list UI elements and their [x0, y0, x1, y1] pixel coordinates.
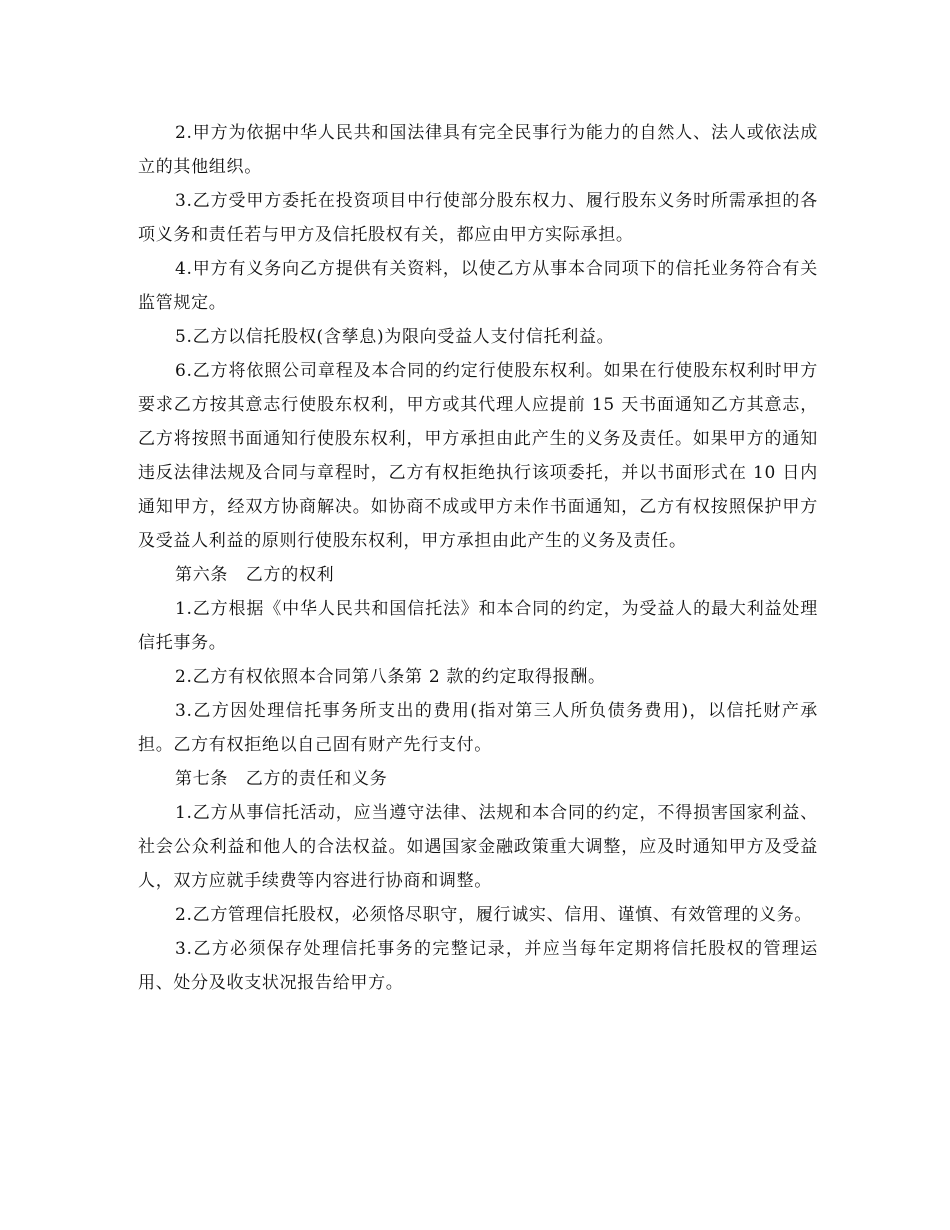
paragraph-clause-2: 2.甲方为依据中华人民共和国法律具有完全民事行为能力的自然人、法人或依法成立的其他组织。 — [138, 123, 818, 177]
section-heading-article-7: 第七条 乙方的责任和义务 — [175, 769, 388, 789]
section-heading-article-6: 第六条 乙方的权利 — [175, 565, 335, 585]
paragraph-clause-6: 6.乙方将依照公司章程及本合同的约定行使股东权利。如果在行使股东权利时甲方要求乙方按其意志行使股东权利，甲方或其代理人应提前 15 天书面通知乙方其意志，乙方将按照书面通知行使股东权利，甲方承担由此产生的义务及责任。如果甲方的通知违反法律法规及合同与章程时，乙方有权拒绝执行该项委托，并以书面形式在 10 日内通知甲方，经双方协商解决。如协商不成或甲方未作书面通知，乙方有权按照保护甲方及受益人利益的原则行使股东权利，甲方承担由此产生的义务及责任。 — [138, 361, 818, 551]
paragraph-article-6-clause-1: 1.乙方根据《中华人民共和国信托法》和本合同的约定，为受益人的最大利益处理信托事务。 — [138, 599, 818, 653]
paragraph-article-7-clause-3: 3.乙方必须保存处理信托事务的完整记录，并应当每年定期将信托股权的管理运用、处分及收支状况报告给甲方。 — [138, 939, 818, 993]
document-page — [138, 116, 818, 1000]
paragraph-clause-5: 5.乙方以信托股权(含孳息)为限向受益人支付信托利益。 — [175, 327, 615, 347]
paragraph-article-6-clause-3: 3.乙方因处理信托事务所支出的费用(指对第三人所负债务费用)，以信托财产承担。乙方有权拒绝以自己固有财产先行支付。 — [138, 701, 818, 755]
paragraph-article-7-clause-2: 2.乙方管理信托股权，必须恪尽职守，履行诚实、信用、谨慎、有效管理的义务。 — [175, 905, 813, 925]
paragraph-clause-3: 3.乙方受甲方委托在投资项目中行使部分股东权力、履行股东义务时所需承担的各项义务和责任若与甲方及信托股权有关，都应由甲方实际承担。 — [138, 191, 818, 245]
paragraph-clause-4: 4.甲方有义务向乙方提供有关资料，以使乙方从事本合同项下的信托业务符合有关监管规定。 — [138, 259, 818, 313]
paragraph-article-7-clause-1: 1.乙方从事信托活动，应当遵守法律、法规和本合同的约定，不得损害国家利益、社会公众利益和他人的合法权益。如遇国家金融政策重大调整，应及时通知甲方及受益人，双方应就手续费等内容进行协商和调整。 — [138, 803, 818, 891]
paragraph-article-6-clause-2: 2.乙方有权依照本合同第八条第 2 款的约定取得报酬。 — [175, 667, 606, 687]
